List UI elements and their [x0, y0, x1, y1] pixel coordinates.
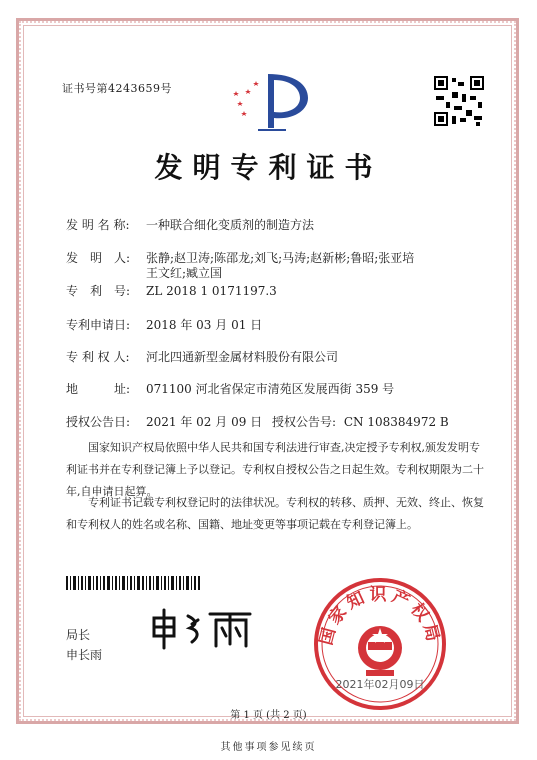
address-label: 地 址:	[66, 382, 131, 396]
statement-paragraph-1: 国家知识产权局依照中华人民共和国专利法进行审查,决定授予专利权,颁发发明专利证书并在专利登记簿上予以登记。专利权自授权公告之日起生效。专利权期限为二十年,自申请日起算。	[66, 441, 484, 498]
grant-date-value: 2021 年 02 月 09 日	[146, 415, 263, 429]
patentee-value: 河北四通新型金属材料股份有限公司	[146, 350, 339, 364]
seal-date: 2021年02月09日	[335, 678, 425, 691]
patent-number-label: 专 利 号:	[66, 284, 131, 298]
grant-number-value: CN 108384972 B	[343, 415, 449, 429]
page-number: 第 1 页 (共 2 页)	[230, 710, 307, 721]
patentee-row	[66, 349, 339, 366]
inventor-value-line2: 王文红;臧立国	[146, 266, 223, 280]
statement-paragraph-2: 专利证书记载专利权登记时的法律状况。专利权的转移、质押、无效、终止、恢复和专利权人的姓名或名称、国籍、地址变更等事项记载在专利登记簿上。	[66, 496, 484, 531]
inventor-row-2	[66, 265, 223, 282]
invention-name-value: 一种联合细化变质剂的制造方法	[146, 218, 315, 232]
handwritten-signature	[146, 606, 256, 650]
qr-code-icon	[434, 76, 484, 126]
patentee-label: 专 利 权 人:	[66, 350, 130, 364]
address-row	[66, 381, 395, 398]
grant-number-row	[272, 414, 449, 431]
grant-date-row	[66, 414, 263, 431]
certificate-title: 发明专利证书	[154, 151, 383, 184]
address-value: 071100 河北省保定市清苑区发展西街 359 号	[146, 382, 395, 396]
seal-text: 国家知识产权局	[316, 585, 444, 648]
footer-note: 其他事项参见续页	[220, 742, 317, 753]
invention-name-label: 发 明 名 称:	[66, 218, 130, 232]
barcode-icon	[66, 576, 202, 590]
filing-date-label: 专利申请日:	[66, 318, 131, 332]
grant-number-label: 授权公告号:	[272, 415, 337, 429]
inventor-label: 发 明 人:	[66, 251, 131, 265]
patent-number-row	[66, 283, 277, 300]
grant-date-label: 授权公告日:	[66, 415, 131, 429]
filing-date-row	[66, 317, 263, 334]
inventor-value-line1: 张静;赵卫涛;陈邵龙;刘飞;马涛;赵新彬;鲁昭;张亚培	[146, 251, 415, 265]
director-name: 申长雨	[66, 648, 103, 662]
director-title: 局长	[66, 628, 91, 642]
cnipa-logo-icon	[228, 66, 318, 136]
filing-date-value: 2018 年 03 月 01 日	[146, 318, 263, 332]
patent-number-value: ZL 2018 1 0171197.3	[146, 284, 277, 298]
official-seal	[312, 576, 448, 712]
invention-name-row	[66, 217, 315, 234]
certificate-number: 证书号第4243659号	[62, 82, 172, 95]
